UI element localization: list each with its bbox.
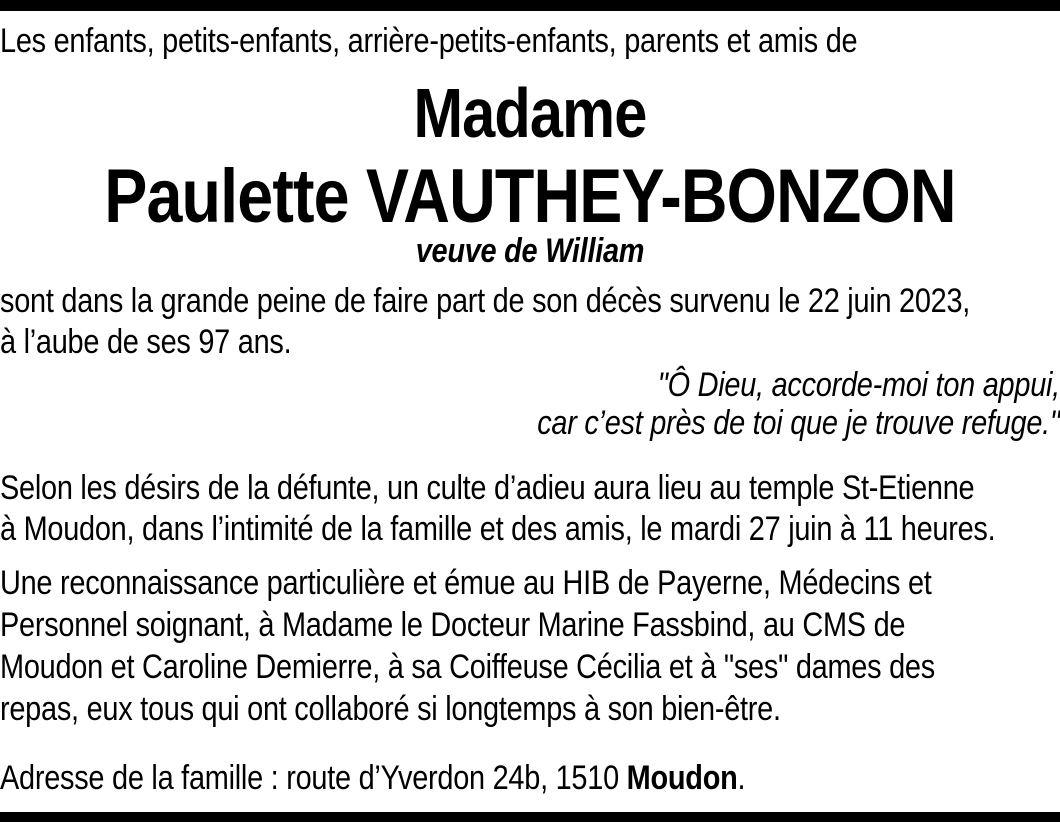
scripture-quote-line: car c’est près de toi que je trouve refuge.": [537, 404, 1060, 442]
intro-line: Les enfants, petits-enfants, arrière-petits-enfants, parents et amis de: [0, 22, 858, 60]
deceased-name: Paulette VAUTHEY-BONZON: [104, 154, 956, 239]
acknowledgement-line: Personnel soignant, à Madame le Docteur Marine Fassbind, au CMS de: [0, 606, 906, 644]
family-address-city: Moudon: [626, 759, 738, 797]
bottom-crop-bar: [0, 812, 1060, 822]
acknowledgement-line: Moudon et Caroline Demierre, à sa Coiffeuse Cécilia et à "ses" dames des: [0, 648, 935, 686]
acknowledgement-line: Une reconnaissance particulière et émue au HIB de Payerne, Médecins et: [0, 564, 932, 602]
ceremony-line: Selon les désirs de la défunte, un culte d’adieu aura lieu au temple St-Etienne: [0, 469, 975, 507]
announcement-line: sont dans la grande peine de faire part de son décès survenu le 22 juin 2023,: [0, 282, 971, 320]
scripture-quote-line: "Ô Dieu, accorde-moi ton appui,: [657, 366, 1060, 404]
title-madame: Madame: [413, 74, 647, 152]
ceremony-line: à Moudon, dans l’intimité de la famille et des amis, le mardi 27 juin à 11 heures.: [0, 510, 996, 548]
family-address-line: [0, 758, 1060, 799]
announcement-line: à l’aube de ses 97 ans.: [0, 323, 292, 361]
acknowledgement-line: repas, eux tous qui ont collaboré si longtemps à son bien-être.: [0, 690, 781, 728]
widow-subtitle: veuve de William: [415, 232, 645, 270]
family-address-period: .: [737, 759, 746, 797]
family-address-text: Adresse de la famille : route d’Yverdon 24b, 1510: [0, 759, 627, 797]
